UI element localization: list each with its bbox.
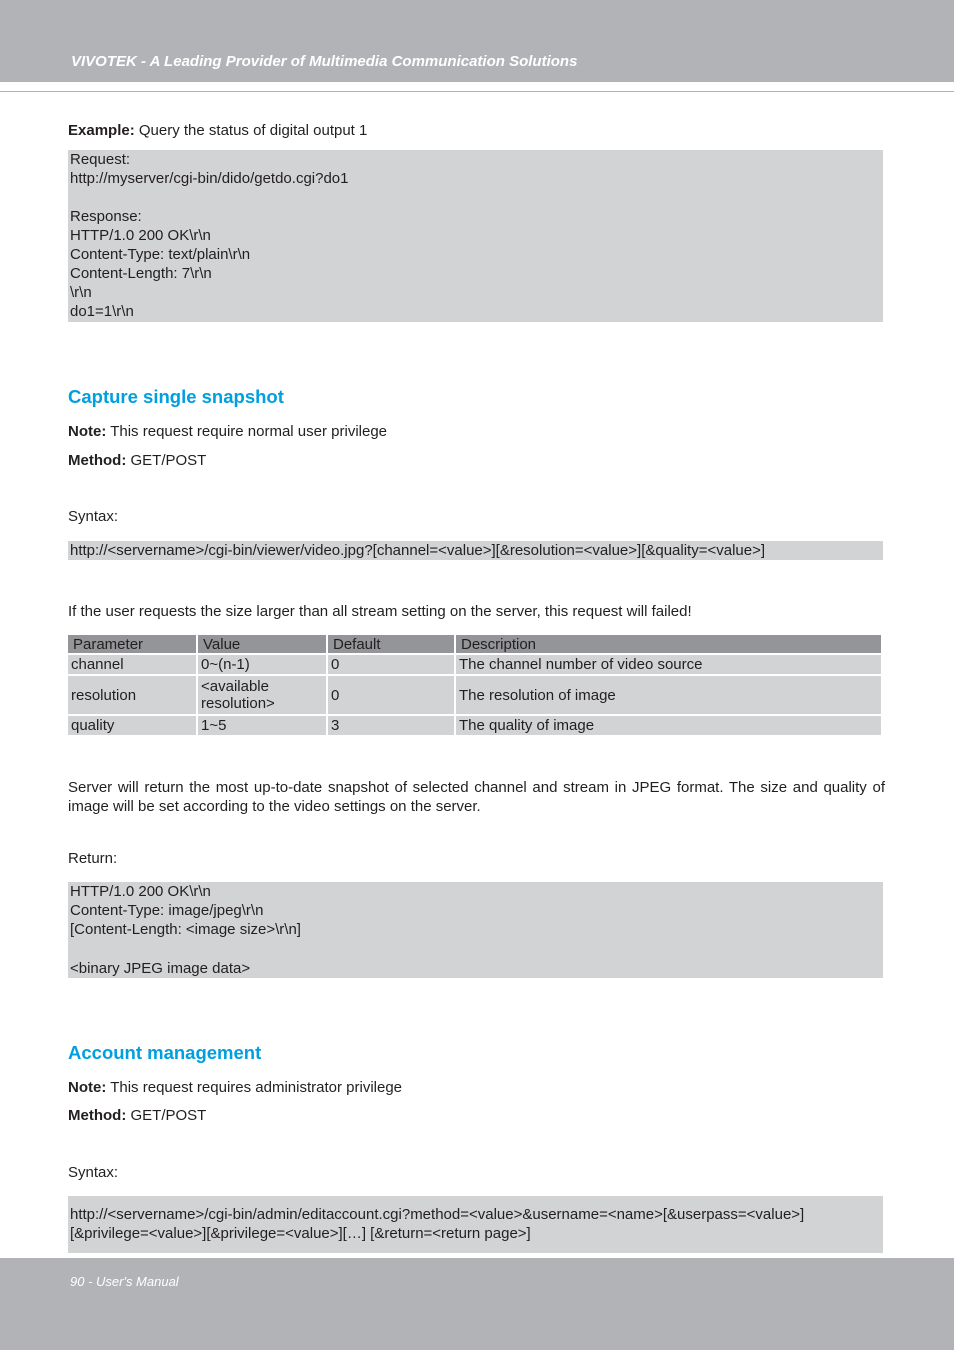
note-text: This request requires administrator privilege [106,1079,403,1096]
example-code-box [68,150,883,322]
code-line: HTTP/1.0 200 OK\r\n [70,227,211,244]
table-cell: 0 [328,676,454,714]
table-cell: 3 [328,716,454,735]
snapshot-return-label: Return: [68,850,118,867]
table-header-row [68,635,881,653]
code-line: Content-Type: image/jpeg\r\n [70,902,264,919]
note-text: This request require normal user privilege [106,423,388,440]
code-line: Request: [70,151,131,168]
account-syntax-label: Syntax: [68,1164,119,1181]
snapshot-syntax-box [68,541,883,560]
code-line: do1=1\r\n [70,303,134,320]
table-cell: 0~(n-1) [198,655,326,674]
table-cell: 1~5 [198,716,326,735]
code-line: http://myserver/cgi-bin/dido/getdo.cgi?do1 [70,170,349,187]
account-syntax-box [68,1196,883,1253]
example-line [68,121,367,140]
syntax-line: http://<servername>/cgi-bin/admin/editaccount.cgi?method=<value>&username=<name>[&userpass=<value>] [70,1206,805,1223]
method-text: GET/POST [126,1107,207,1124]
snapshot-warning: If the user requests the size larger than all stream setting on the server, this request will failed! [68,603,692,620]
column-header: Value [198,635,326,653]
page-header [0,0,954,82]
header-title: VIVOTEK - A Leading Provider of Multimedia Communication Solutions [71,53,578,70]
code-line: Content-Length: 7\r\n [70,265,212,282]
page-footer [0,1258,954,1350]
table-cell: The resolution of image [456,676,881,714]
snapshot-syntax-label: Syntax: [68,508,119,525]
account-note [68,1078,402,1097]
section-heading-snapshot: Capture single snapshot [68,386,284,407]
column-header: Description [456,635,881,653]
snapshot-note [68,422,387,441]
code-line: Content-Type: text/plain\r\n [70,246,251,263]
table-cell: channel [68,655,196,674]
table-cell: <available resolution> [198,676,326,714]
section-heading-account: Account management [68,1042,262,1063]
table-cell: The quality of image [456,716,881,735]
code-line: Response: [70,208,142,225]
table-cell: The channel number of video source [456,655,881,674]
column-header: Parameter [68,635,196,653]
table-cell: 0 [328,655,454,674]
code-line: <binary JPEG image data> [70,960,251,977]
code-line: \r\n [70,284,92,301]
page-number: 90 - User's Manual [70,1274,179,1289]
method-text: GET/POST [126,452,207,469]
method-label: Method: [68,1107,127,1124]
snapshot-description: Server will return the most up-to-date snapshot of selected channel and stream in JPEG format. The size and quality of image will be set according to the video settings on the server. [68,779,885,815]
parameter-table [66,633,883,737]
column-header: Default [328,635,454,653]
header-rule [0,91,954,92]
syntax-line: http://<servername>/cgi-bin/viewer/video.jpg?[channel=<value>][&resolution=<value>][&quality=<value>] [70,542,766,559]
table-row [68,676,881,714]
account-method [68,1106,206,1125]
table-cell: quality [68,716,196,735]
table-cell: resolution [68,676,196,714]
example-text: Query the status of digital output 1 [134,122,368,139]
table-row [68,655,881,674]
table-row [68,716,881,735]
example-label: Example: [68,122,135,139]
method-label: Method: [68,452,127,469]
code-line: [Content-Length: <image size>\r\n] [70,921,301,938]
syntax-line: [&privilege=<value>][&privilege=<value>][…] [&return=<return page>] [70,1225,531,1242]
note-label: Note: [68,1079,107,1096]
code-line: HTTP/1.0 200 OK\r\n [70,883,211,900]
snapshot-return-box [68,882,883,978]
note-label: Note: [68,423,107,440]
snapshot-method [68,451,206,470]
